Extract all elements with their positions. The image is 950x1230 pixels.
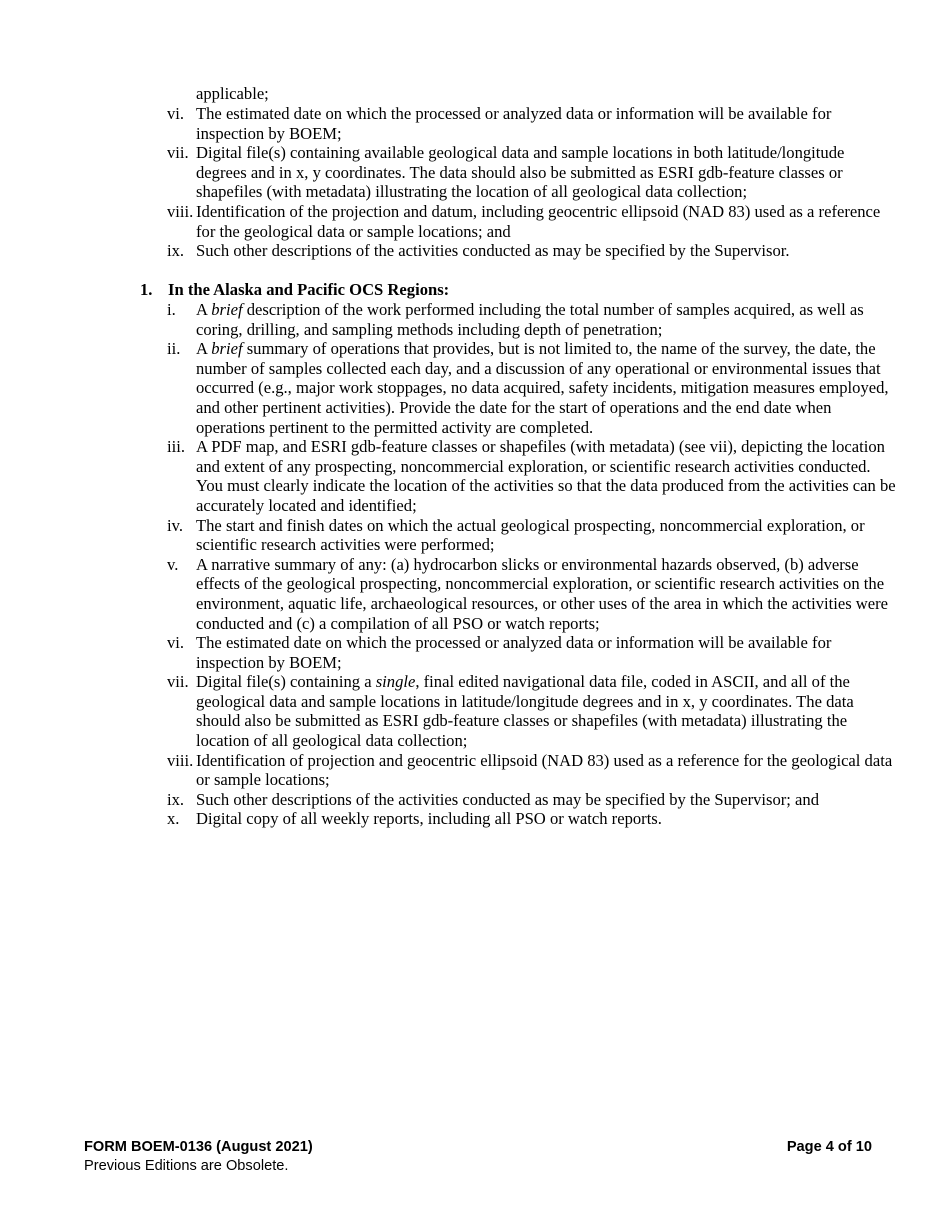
list-item: x. Digital copy of all weekly reports, including all PSO or watch reports. <box>167 809 662 829</box>
item-number: viii. <box>167 201 194 221</box>
item-number: vi. <box>167 633 185 653</box>
item-number: vi. <box>167 104 185 123</box>
form-number: FORM BOEM-0136 (August 2021) <box>84 1139 313 1155</box>
continuation-text: applicable; <box>196 84 269 103</box>
editions-note: Previous Editions are Obsolete. <box>84 1157 289 1174</box>
list-item: v. A narrative summary of any: (a) hydrocarbon slicks or environmental hazards observed, (b) adverse effects of the geological prospecting, noncommercial exploration, or scientific research activities on the environment, aquatic life, archaeological resources, or other uses of the area in which the activities were conducted and (c) a compilation of all PSO or watch reports; <box>167 554 889 633</box>
item-number: viii. <box>167 750 194 770</box>
item-text: Digital file(s) containing available geological data and sample locations in both latitude/longitude degrees and in x, y coordinates. The data should also be submitted as ESRI gdb-feature classes or shapefiles (with metadata) illustrating the location of all geological data collection; <box>196 143 845 202</box>
list-item: iii. A PDF map, and ESRI gdb-feature classes or shapefiles (with metadata) (see vii), depicting the location and extent of any prospecting, noncommercial exploration, or scientific research activities conducted. You must clearly indicate the location of the activities so that the data produced from the activities can be accurately located and identified; <box>167 437 896 515</box>
item-number: i. <box>167 300 176 319</box>
list-item <box>0 143 896 202</box>
item-number: vii. <box>167 672 189 692</box>
list-item: vi. The estimated date on which the processed or analyzed data or information will be available for inspection by BOEM; <box>167 633 832 672</box>
list-a <box>0 104 950 261</box>
item-number: v. <box>167 554 179 574</box>
list-item <box>0 202 896 241</box>
footer-form-info <box>84 1138 313 1175</box>
section-title: In the Alaska and Pacific OCS Regions: <box>168 280 450 299</box>
page-number: Page 4 of 10 <box>786 1139 872 1155</box>
list-item: ix. Such other descriptions of the activities conducted as may be specified by the Supervisor; and <box>167 789 820 809</box>
item-number: x. <box>167 809 180 829</box>
item-text: The estimated date on which the processed or analyzed data or information will be available for inspection by BOEM; <box>196 104 832 143</box>
list-item: iv. The start and finish dates on which the actual geological prospecting, noncommercial exploration, or scientific research activities were performed; <box>167 515 865 555</box>
list-item: viii. Identification of projection and geocentric ellipsoid (NAD 83) used as a reference for the geological data or sample locations; <box>167 750 893 790</box>
item-text: Identification of the projection and datum, including geocentric ellipsoid (NAD 83) used as a reference for the geological data or sample locations; and <box>196 201 881 241</box>
item-text: Such other descriptions of the activities conducted as may be specified by the Supervisor. <box>196 241 790 261</box>
list-item: i. A brief description of the work performed including the total number of samples acquired, as well as coring, drilling, and sampling methods including depth of penetration; <box>167 300 864 339</box>
item-number: vii. <box>167 143 189 163</box>
list-b <box>0 300 950 829</box>
list-item: ii. A brief summary of operations that provides, but is not limited to, the name of the survey, the date, the number of samples collected each day, and a discussion of any operational or environmental issues that occurred (e.g., major work stoppages, no data acquired, safety incidents, mitigation measures employed, and other pertinent activities). Provide the date for the start of operations and the end date when operations pertinent to the permitted activity are completed. <box>167 339 889 437</box>
item-number: iii. <box>167 437 185 457</box>
list-item: vii. Digital file(s) containing a single, final edited navigational data file, coded in ASCII, and all of the geological data and sample locations in latitude/longitude degrees and in x, y coordinates. The data should also be submitted as ESRI gdb-feature classes or shapefiles (with metadata) illustrating the location of all geological data collection; <box>167 672 854 751</box>
section-number: 1. <box>140 280 153 299</box>
item-number: ix. <box>167 789 185 809</box>
list-item <box>0 241 896 261</box>
list-item <box>0 104 896 143</box>
item-number: iv. <box>167 515 183 535</box>
item-number: ii. <box>167 339 181 359</box>
item-number: ix. <box>167 241 185 261</box>
section-heading <box>140 280 449 300</box>
